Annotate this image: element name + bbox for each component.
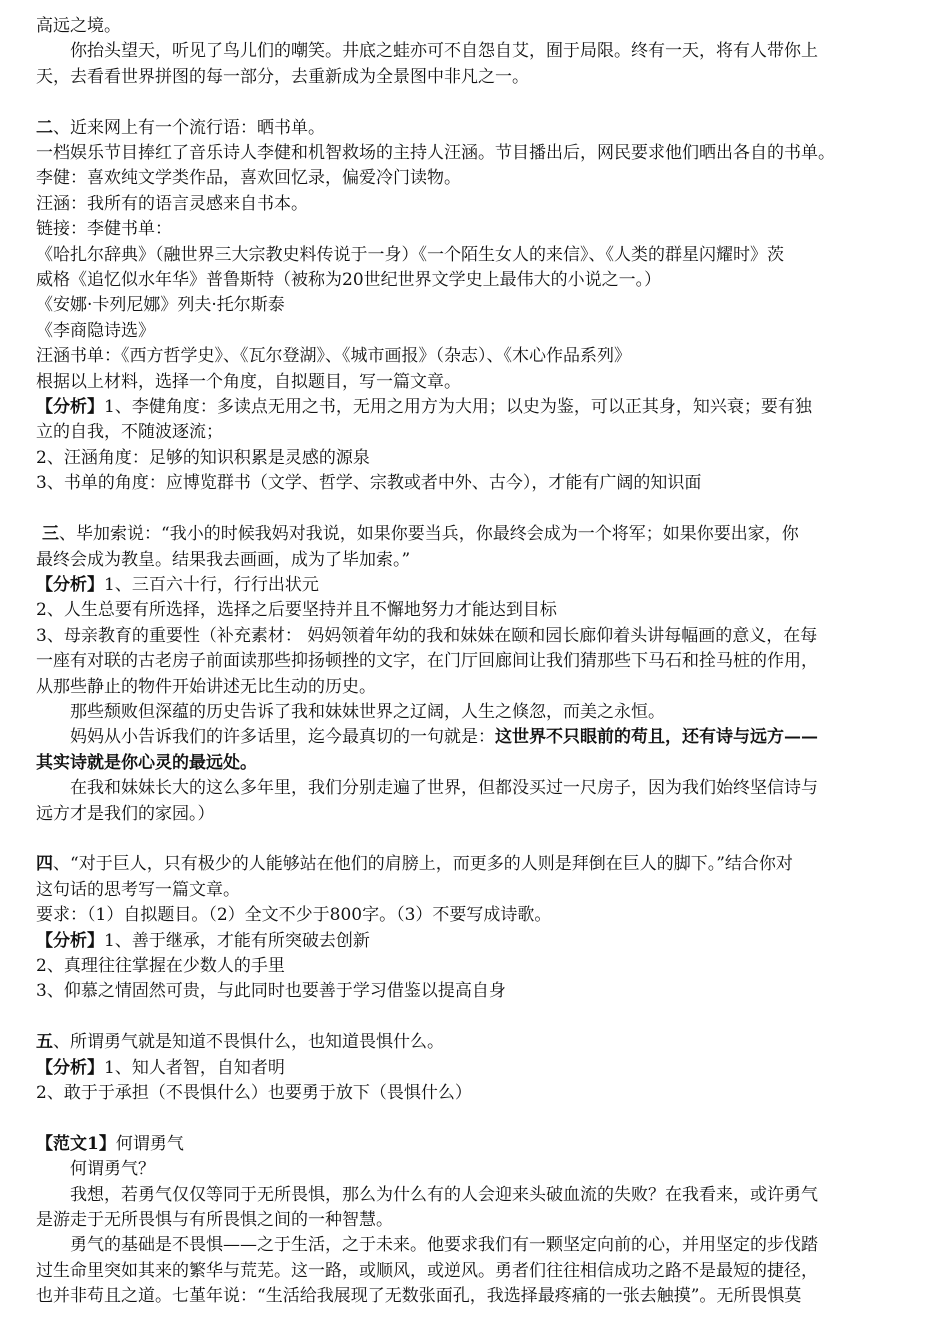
section-4-title-text: 、“对于巨人，只有极少的人能够站在他们的肩膀上，而更多的人则是拜倒在巨人的脚下。”结合你对 [53, 854, 793, 875]
section-3-title-text: 、毕加索说：“我小的时候我妈对我说，如果你要当兵，你最终会成为一个将军；如果你要出家，你 [59, 524, 799, 545]
section-2-para-8: 《李商隐诗选》 [36, 320, 155, 341]
section-2-para-5: 《哈扎尔辞典》（融世界三大宗教史料传说于一身）《一个陌生女人的来信》、《人类的群星闪耀时》茨 [36, 244, 784, 265]
essay-heading [36, 1132, 922, 1157]
analysis-text: 1、三百六十行，行行出状元 [104, 574, 319, 595]
section-2-number: 二 [36, 117, 53, 138]
analysis-text: 1、知人者智，自知者明 [104, 1057, 285, 1078]
section-3-analysis-3b: 一座有对联的古老房子前面读那些抑扬顿挫的文字，在门厅回廊间让我们猜那些下马石和拴马桩的作用， [36, 651, 818, 672]
essay-line-2: 我想，若勇气仅仅等同于无所畏惧，那么为什么有的人会迎来头破血流的失败？在我看来，或许勇气 [70, 1184, 818, 1205]
spacer [36, 497, 922, 522]
section-2-para-6: 威格《追忆似水年华》普鲁斯特（被称为20世纪世界文学史上最伟大的小说之一。） [36, 270, 662, 291]
section-3-analysis-1 [36, 573, 922, 598]
analysis-label: 【分析】 [36, 397, 104, 418]
section-2-para-2: 李健：喜欢纯文学类作品，喜欢回忆录，偏爱冷门读物。 [36, 168, 461, 189]
essay-line-6: 也并非苟且之道。七堇年说：“生活给我展现了无数张面孔，我选择最疼痛的一张去触摸”。无所畏惧莫 [36, 1286, 802, 1307]
section-3-analysis-3: 3、母亲教育的重要性（补充素材： 妈妈领着年幼的我和妹妹在颐和园长廊仰着头讲每幅画的意义，在每 [36, 625, 818, 646]
intro-line-3: 天，去看看世界拼图的每一部分，去重新成为全景图中非凡之一。 [36, 66, 529, 87]
spacer [36, 827, 922, 852]
spacer [36, 90, 922, 115]
quote-text: 妈妈从小告诉我们的许多话里，迄今最真切的一句就是： [70, 727, 495, 748]
section-2-title-text: 、近来网上有一个流行语：晒书单。 [53, 117, 325, 138]
section-3-number: 三 [42, 524, 59, 545]
essay-line-5: 过生命里突如其来的繁华与荒芜。这一路，或顺风，或逆风。勇者们往往相信成功之路不是最短的捷径， [36, 1260, 818, 1281]
essay-line-4: 勇气的基础是不畏惧——之于生活，之于未来。他要求我们有一颗坚定向前的心，并用坚定的步伐踏 [70, 1235, 818, 1256]
section-5-analysis-1 [36, 1056, 922, 1081]
section-4-title [36, 852, 922, 877]
section-5-title-text: 、所谓勇气就是知道不畏惧什么，也知道畏惧什么。 [53, 1032, 444, 1053]
section-3-quote-2 [36, 725, 922, 750]
section-3-quote-1: 那些颓败但深蕴的历史告诉了我和妹妹世界之辽阔，人生之倏忽，而美之永恒。 [70, 701, 665, 722]
analysis-text: 1、李健角度：多读点无用之书，无用之用方为大用；以史为鉴，可以正其身，知兴衰；要有独 [104, 397, 812, 418]
essay-label: 【范文1】 [36, 1133, 116, 1154]
section-5-number: 五 [36, 1032, 53, 1053]
section-3-title [36, 522, 922, 547]
analysis-label: 【分析】 [36, 930, 104, 951]
section-2-analysis-1 [36, 395, 922, 420]
section-2-para-1: 一档娱乐节目捧红了音乐诗人李健和机智救场的主持人汪涵。节目播出后，网民要求他们晒出各自的书单。 [36, 143, 835, 164]
essay-line-3: 是游走于无所畏惧与有所畏惧之间的一种智慧。 [36, 1210, 393, 1231]
essay-title: 何谓勇气 [115, 1133, 184, 1154]
essay-line-1: 何谓勇气？ [70, 1159, 155, 1180]
section-5-title [36, 1030, 922, 1055]
section-4-number: 四 [36, 854, 53, 875]
section-3-analysis-2: 2、人生总要有所选择，选择之后要坚持并且不懈地努力才能达到目标 [36, 600, 557, 621]
analysis-label: 【分析】 [36, 1057, 104, 1078]
section-2-analysis-3: 3、书单的角度：应博览群书（文学、哲学、宗教或者中外、古今），才能有广阔的知识面 [36, 473, 702, 494]
section-2-para-7: 《安娜·卡列尼娜》列夫·托尔斯泰 [36, 295, 285, 316]
section-2-para-3: 汪涵：我所有的语言灵感来自书本。 [36, 193, 308, 214]
section-2-para-10: 根据以上材料，选择一个角度，自拟题目，写一篇文章。 [36, 371, 461, 392]
section-3-quote-2b: 其实诗就是你心灵的最远处。 [36, 752, 257, 773]
section-2-analysis-1b: 立的自我，不随波逐流； [36, 422, 223, 443]
section-2-title [36, 116, 922, 141]
analysis-label: 【分析】 [36, 574, 104, 595]
section-5-analysis-2: 2、敢于于承担（不畏惧什么）也要勇于放下（畏惧什么） [36, 1083, 472, 1103]
analysis-text: 1、善于继承，才能有所突破去创新 [104, 930, 370, 951]
section-4-analysis-1 [36, 929, 922, 954]
section-4-analysis-2: 2、真理往往掌握在少数人的手里 [36, 955, 285, 976]
section-4-title-line-2: 这句话的思考写一篇文章。 [36, 879, 240, 900]
section-4-analysis-3: 3、仰慕之情固然可贵，与此同时也要善于学习借鉴以提高自身 [36, 981, 506, 1002]
section-3-analysis-3c: 从那些静止的物件开始讲述无比生动的历史。 [36, 676, 376, 697]
section-2-analysis-2: 2、汪涵角度：足够的知识积累是灵感的源泉 [36, 447, 370, 468]
intro-line-1: 高远之境。 [36, 16, 121, 36]
section-4-requirements: 要求：（1）自拟题目。（2）全文不少于800字。（3）不要写成诗歌。 [36, 905, 552, 926]
intro-line-2: 你抬头望天，听见了鸟儿们的嘲笑。井底之蛙亦可不自怨自艾，囿于局限。终有一天，将有人带你上 [70, 41, 818, 62]
quote-emphasis: 这世界不只眼前的苟且，还有诗与远方—— [495, 727, 818, 748]
spacer [36, 1005, 922, 1030]
spacer [36, 1106, 922, 1131]
section-2-para-4: 链接：李健书单： [36, 219, 172, 240]
section-2-para-9: 汪涵书单：《西方哲学史》、《瓦尔登湖》、《城市画报》（杂志）、《木心作品系列》 [36, 346, 631, 367]
section-3-quote-3: 在我和妹妹长大的这么多年里，我们分别走遍了世界，但都没买过一尺房子，因为我们始终坚信诗与 [70, 778, 818, 799]
section-3-title-line-2: 最终会成为教皇。结果我去画画，成为了毕加索。” [36, 549, 411, 570]
section-3-quote-3b: 远方才是我们的家园。） [36, 803, 215, 824]
